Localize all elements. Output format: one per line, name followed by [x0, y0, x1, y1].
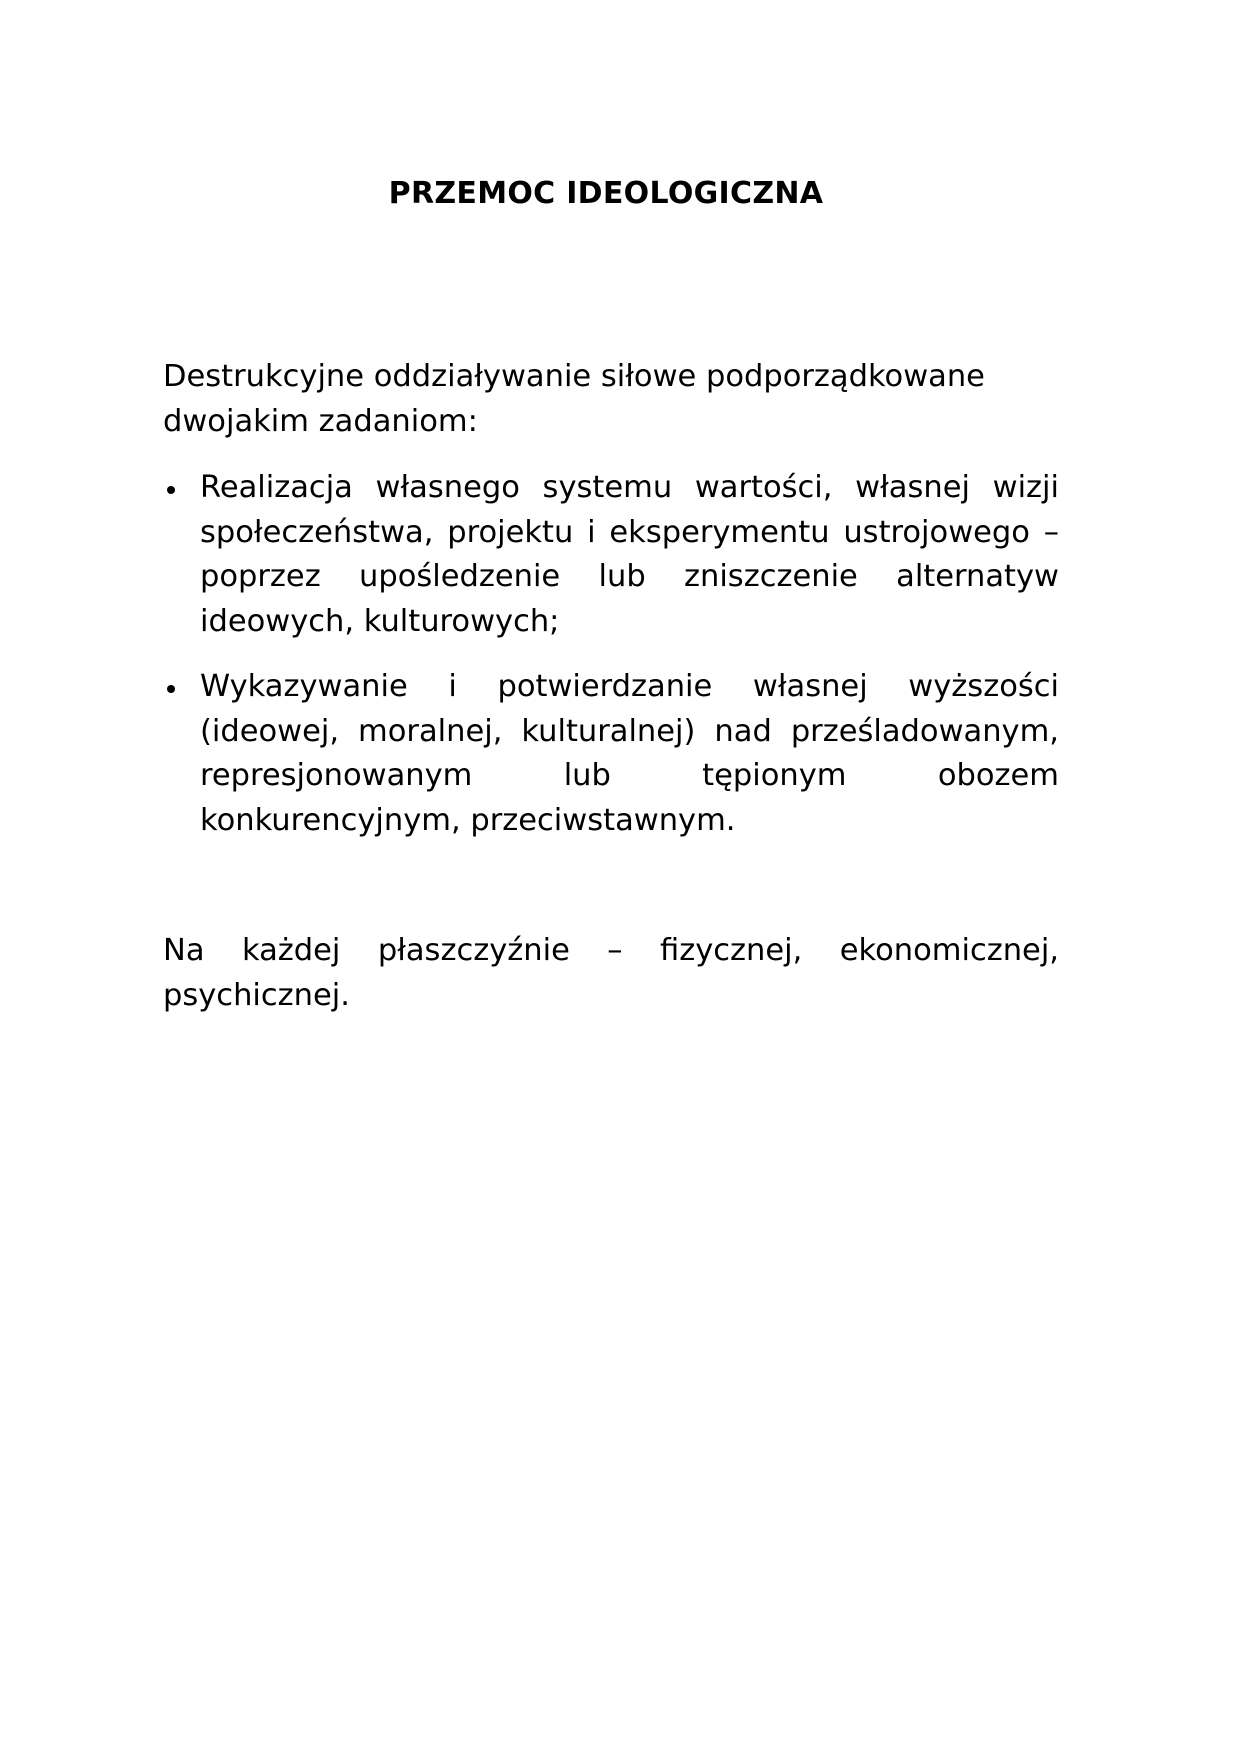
closing-paragraph: Na każdej płaszczyźnie – fizycznej, ekonomicznej, psychicznej. — [163, 933, 1059, 1013]
bullet-list — [163, 466, 1059, 864]
document-title: PRZEMOC IDEOLOGICZNA — [388, 176, 824, 211]
list-item-text: Wykazywanie i potwierdzanie własnej wyższości (ideowej, moralnej, kulturalnej) nad prześladowanym, represjonowanym lub tępionym obozem konkurencyjnym, przeciwstawnym. — [200, 669, 1059, 838]
intro-paragraph: Destrukcyjne oddziaływanie siłowe podporządkowane dwojakim zadaniom: — [163, 359, 985, 439]
list-item — [163, 466, 1059, 644]
list-item — [163, 665, 1059, 843]
list-item-text: Realizacja własnego systemu wartości, własnej wizji społeczeństwa, projektu i eksperymentu ustrojowego – poprzez upośledzenie lub zniszczenie alternatyw ideowych, kulturowych; — [200, 470, 1059, 639]
